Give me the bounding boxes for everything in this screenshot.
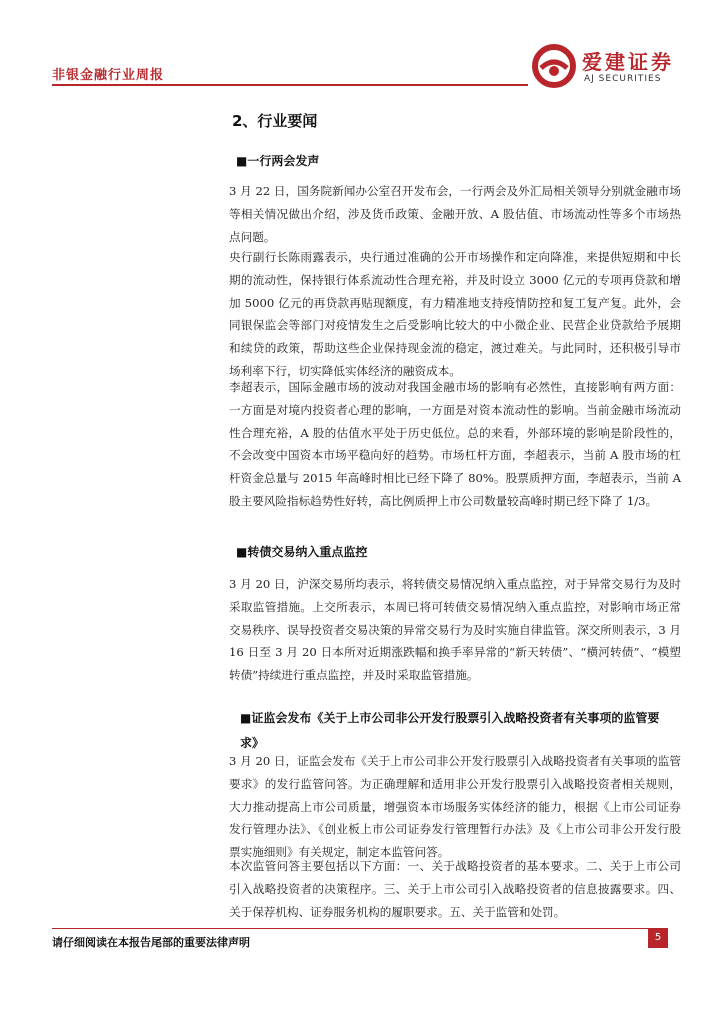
news-paragraph: 3 月 20 日，沪深交易所均表示，将转债交易情况纳入重点监控，对于异常交易行为及时采取监管措施。上交所表示，本周已将可转债交易情况纳入重点监控，对影响市场正常交易秩序、误导投资者交易决策的异常交易行为及时实施自律监管。深交所则表示，3 月 16 日至 3 月 20 日本所对近期涨跌幅和换手率异常的“新天转债”、“横河转债”、“模塑转债”持续进行重点监控，并及时采取监管措施。 (229, 577, 681, 683)
news-paragraph: 3 月 20 日，证监会发布《关于上市公司非公开发行股票引入战略投资者有关事项的监管要求》的发行监管问答。为正确理解和适用非公开发行股票引入战略投资者相关规则，大力推动提高上市公司质量，增强资本市场服务实体经济的能力，根据《上市公司证券发行管理办法》、《创业板上市公司证券发行管理暂行办法》及《上市公司非公开发行股票实施细则》有关规定，制定本监管问答。 (229, 754, 681, 860)
aj-logo-icon (532, 44, 576, 88)
brand-name-cn: 爱建证券 (582, 50, 674, 74)
news-paragraph: 李超表示，国际金融市场的波动对我国金融市场的影响有必然性，直接影响有两方面：一方面是对境内投资者心理的影响，一方面是对资本流动性的影响。当前金融市场流动性合理充裕，A 股的估值水平处于历史低位。总的来看，外部环境的影响是阶段性的，不会改变中国资本市场平稳向好的趋势。市场杠杆方面，李超表示，当前 A 股市场的杠杆资金总量与 2015 年高峰时相比已经下降了 80%。股票质押方面，李超表示，当前 A 股主要风险指标趋势性好转，高比例质押上市公司数量较高峰时期已经下降了 1/3。 (229, 380, 681, 508)
section-title: 2、行业要闻 (232, 112, 318, 130)
brand-logo (532, 44, 682, 88)
news-title: ■一行两会发声 (236, 154, 320, 168)
header-divider (52, 84, 528, 86)
news-title: ■证监会发布《关于上市公司非公开发行股票引入战略投资者有关事项的监管要求》 (240, 711, 660, 750)
news-title: ■转债交易纳入重点监控 (236, 545, 368, 559)
news-paragraph: 央行副行长陈雨露表示，央行通过准确的公开市场操作和定向降准，来提供短期和中长期的流动性，保持银行体系流动性合理充裕，并及时设立 3000 亿元的专项再贷款和增加 5000 亿元的再贷款再贴现额度，有力精准地支持疫情防控和复工复产复。此外，会同银保监会等部门对疫情发生之后受影响比较大的中小微企业、民营企业贷款给予展期和续贷的政策，帮助这些企业保持现金流的稳定，渡过难关。与此同时，还积极引导市场利率下行，切实降低实体经济的融资成本。 (229, 250, 681, 378)
news-paragraph: 3 月 22 日，国务院新闻办公室召开发布会，一行两会及外汇局相关领导分别就金融市场等相关情况做出介绍，涉及货币政策、金融开放、A 股估值、市场流动性等多个市场热点问题。 (229, 184, 681, 244)
news-paragraph: 本次监管问答主要包括以下方面：一、关于战略投资者的基本要求。二、关于上市公司引入战略投资者的决策程序。三、关于上市公司引入战略投资者的信息披露要求。四、关于保荐机构、证券服务机构的履职要求。五、关于监管和处罚。 (229, 859, 681, 919)
legal-disclaimer: 请仔细阅读在本报告尾部的重要法律声明 (52, 936, 250, 949)
report-category: 非银金融行业周报 (52, 68, 165, 83)
page-number: 5 (648, 928, 668, 948)
brand-name-en: AJ SECURITIES (584, 74, 662, 84)
footer-divider (52, 928, 664, 929)
